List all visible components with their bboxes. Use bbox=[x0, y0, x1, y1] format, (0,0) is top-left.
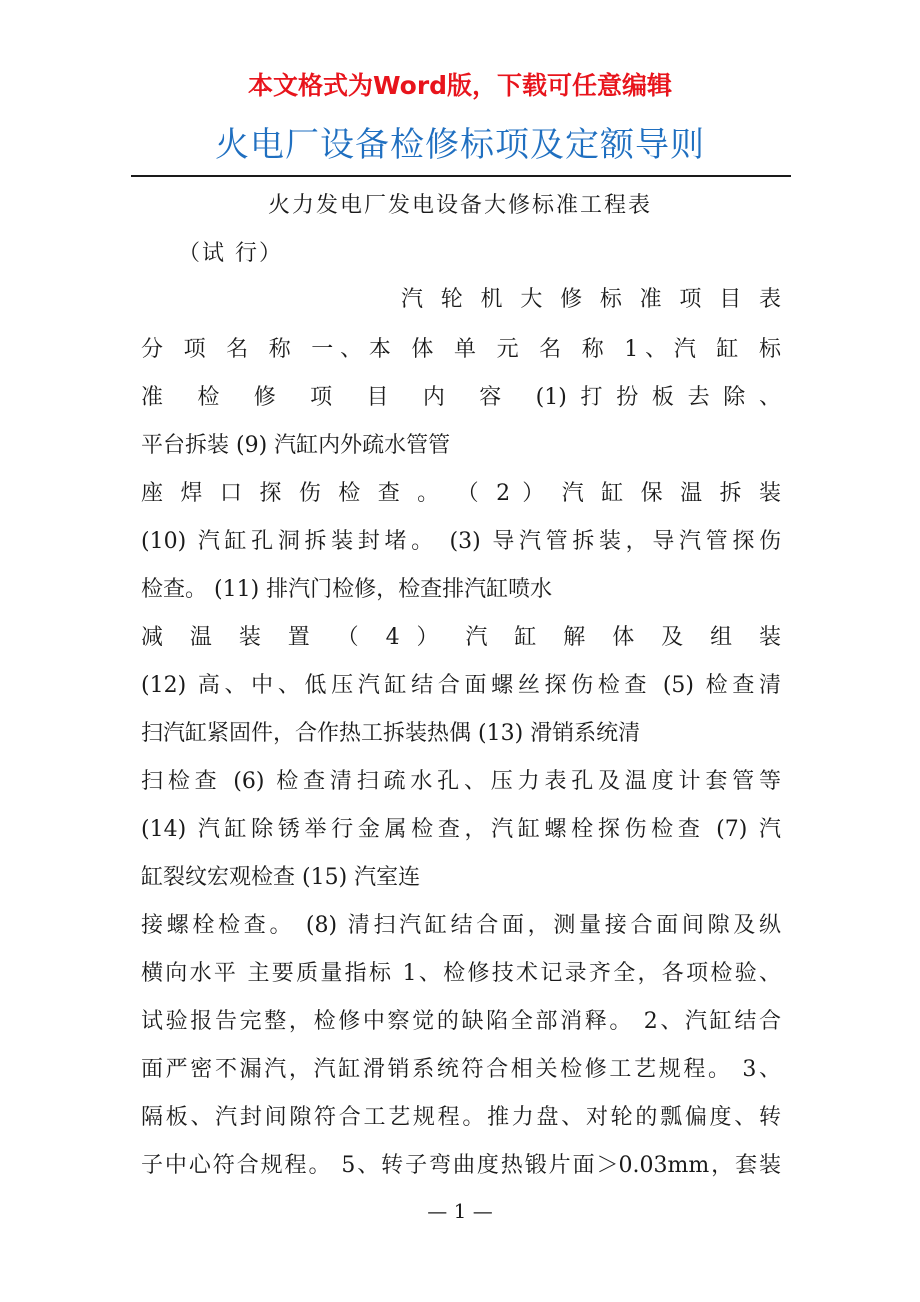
body-line: 隔板、汽封间隙符合工艺规程。推力盘、对轮的瓢偏度、转 bbox=[141, 1105, 781, 1130]
body-line: 接螺栓检查。 (8) 清扫汽缸结合面，测量接合面间隙及纵 bbox=[141, 913, 781, 938]
section-heading: 汽 轮 机 大 修 标 准 项 目 表 bbox=[401, 287, 781, 312]
page-number: — 1 — bbox=[427, 1199, 493, 1223]
body-line: 面严密不漏汽，汽缸滑销系统符合相关检修工艺规程。 3、 bbox=[141, 1057, 781, 1082]
body-line: 检查。 (11) 排汽门检修，检查排汽缸喷水 bbox=[141, 577, 553, 602]
body-line: 试验报告完整，检修中察觉的缺陷全部消释。 2、汽缸结合 bbox=[141, 1009, 781, 1034]
body-line: 横向水平 主要质量指标 1、检修技术记录齐全，各项检验、 bbox=[141, 961, 781, 986]
body-line: 子中心符合规程。 5、转子弯曲度热锻片面＞0.03mm，套装 bbox=[141, 1153, 781, 1178]
trial-label: （试 行） bbox=[178, 241, 283, 266]
body-line: 缸裂纹宏观检查 (15) 汽室连 bbox=[141, 865, 421, 890]
document-title: 火电厂设备检修标项及定额导则 bbox=[215, 125, 705, 165]
body-line: 减 温 装 置 （ 4 ） 汽 缸 解 体 及 组 装 bbox=[141, 625, 781, 650]
body-line: (14) 汽缸除锈举行金属检查，汽缸螺栓探伤检查 (7) 汽 bbox=[141, 817, 781, 842]
title-divider bbox=[131, 175, 791, 177]
body-line: 扫汽缸紧固件，合作热工拆装热偶 (13) 滑销系统清 bbox=[141, 721, 641, 746]
body-line: (12) 高、中、低压汽缸结合面螺丝探伤检查 (5) 检查清 bbox=[141, 673, 781, 698]
document-subtitle: 火力发电厂发电设备大修标准工程表 bbox=[267, 193, 652, 218]
download-notice: 本文格式为Word版，下载可任意编辑 bbox=[247, 71, 673, 100]
body-line: 分 项 名 称 一、本 体 单 元 名 称 1、汽 缸 标 bbox=[141, 337, 781, 362]
body-line: 平台拆装 (9) 汽缸内外疏水管管 bbox=[141, 433, 451, 458]
body-line: (10) 汽缸孔洞拆装封堵。 (3) 导汽管拆装，导汽管探伤 bbox=[141, 529, 781, 554]
body-line: 扫检查 (6) 检查清扫疏水孔、压力表孔及温度计套管等 bbox=[141, 769, 781, 794]
body-line: 准 检 修 项 目 内 容 (1)打扮板去除、 bbox=[141, 385, 781, 410]
body-line: 座 焊 口 探 伤 检 查 。 （ 2 ） 汽 缸 保 温 拆 装 bbox=[141, 481, 781, 506]
